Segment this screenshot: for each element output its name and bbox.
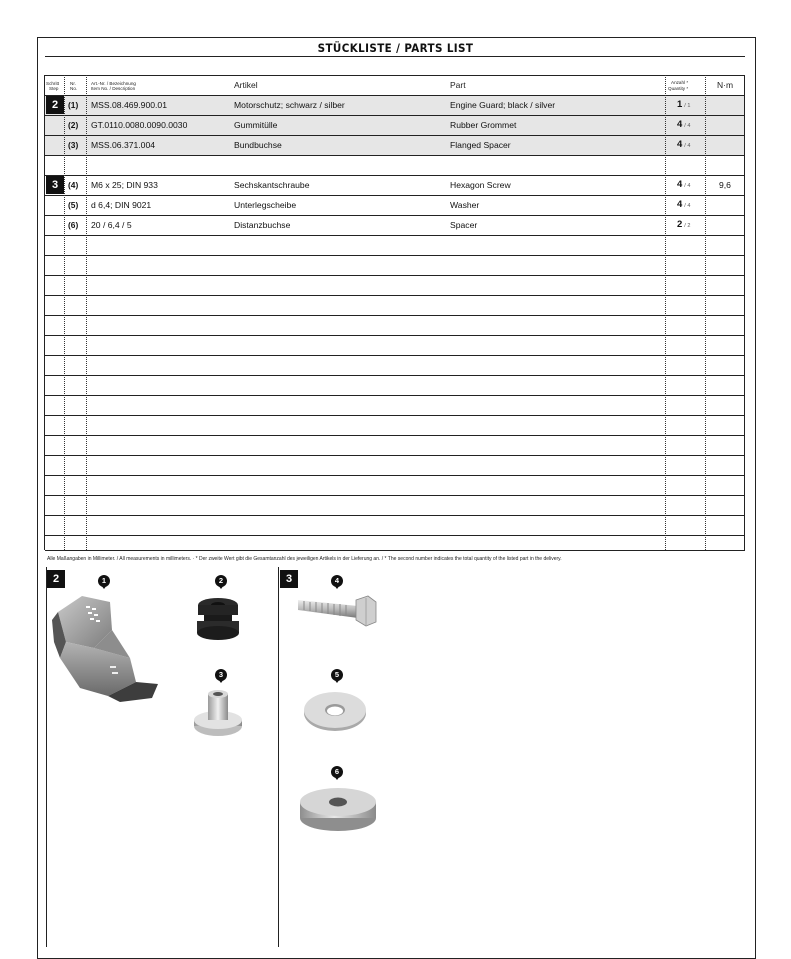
table-row-empty [45, 495, 745, 515]
table-row-empty [45, 335, 745, 355]
item-artikel: Unterlegscheibe [234, 200, 297, 210]
item-artikel: Bundbuchse [234, 140, 282, 150]
header-nr-en: No. [70, 86, 78, 91]
table-row-empty [45, 455, 745, 475]
item-quantity: 2 / 2 [677, 219, 691, 230]
column-divider [665, 75, 666, 550]
table-row-empty [45, 155, 745, 175]
table-left-border [44, 75, 45, 550]
item-quantity: 1 / 1 [677, 99, 691, 110]
table-row-empty [45, 375, 745, 395]
header-step-de: Schritt [46, 81, 60, 86]
item-description: M6 x 25; DIN 933 [91, 180, 158, 190]
column-divider [705, 75, 706, 550]
table-row-empty [45, 295, 745, 315]
hexagon-screw-image [296, 592, 378, 630]
table-row [45, 95, 745, 115]
item-description: GT.0110.0080.0090.0030 [91, 120, 188, 130]
step-badge: 3 [46, 176, 64, 194]
item-description: d 6,4; DIN 9021 [91, 200, 152, 210]
item-quantity: 4 / 4 [677, 199, 691, 210]
spacer-image [298, 784, 378, 834]
header-desc-de: Art.-Nr. / Bezeichnung [91, 81, 136, 86]
item-quantity: 4 / 4 [677, 139, 691, 150]
table-row-empty [45, 535, 745, 555]
header-qty-en: Quantity * [668, 86, 689, 91]
item-number: (6) [68, 220, 79, 230]
table-row [45, 115, 745, 135]
panel-divider [46, 567, 47, 947]
table-right-border [744, 75, 745, 550]
header-part: Part [450, 80, 466, 90]
table-bottom-border [45, 550, 745, 551]
table-row-empty [45, 395, 745, 415]
item-part: Washer [450, 200, 480, 210]
item-part: Rubber Grommet [450, 120, 517, 130]
callout-4: 4 [331, 575, 343, 589]
table-row-empty [45, 235, 745, 255]
engine-guard-image [50, 592, 160, 704]
item-artikel: Distanzbuchse [234, 220, 291, 230]
washer-image [303, 688, 367, 734]
callout-6: 6 [331, 766, 343, 780]
header-nr-de: Nr. [70, 81, 76, 86]
step-3-badge: 3 [280, 570, 298, 588]
table-row-empty [45, 315, 745, 335]
header-desc-en: Item No. / Description [91, 86, 136, 91]
item-part: Spacer [450, 220, 478, 230]
title-divider [45, 56, 745, 57]
item-number: (2) [68, 120, 79, 130]
table-row [45, 175, 745, 195]
callout-1: 1 [98, 575, 110, 589]
header-step-en: Step [49, 86, 59, 91]
item-number: (4) [68, 180, 79, 190]
item-quantity: 4 / 4 [677, 179, 691, 190]
item-quantity: 4 / 4 [677, 119, 691, 130]
item-torque: 9,6 [719, 180, 731, 190]
table-row [45, 135, 745, 155]
callout-5: 5 [331, 669, 343, 683]
item-number: (3) [68, 140, 79, 150]
item-number: (5) [68, 200, 79, 210]
header-artikel: Artikel [234, 80, 258, 90]
table-row-empty [45, 355, 745, 375]
item-part: Engine Guard; black / silver [450, 100, 556, 110]
table-row-empty [45, 255, 745, 275]
flanged-spacer-image [193, 688, 243, 740]
callout-3: 3 [215, 669, 227, 683]
panel-divider [278, 567, 279, 947]
table-row-empty [45, 515, 745, 535]
item-part: Hexagon Screw [450, 180, 511, 190]
header-qty-de: Anzahl * [671, 80, 689, 85]
item-part: Flanged Spacer [450, 140, 511, 150]
item-number: (1) [68, 100, 79, 110]
table-row-empty [45, 475, 745, 495]
page-title: STÜCKLISTE / PARTS LIST [317, 41, 474, 55]
item-description: MSS.08.469.900.01 [91, 100, 167, 110]
callout-2: 2 [215, 575, 227, 589]
column-divider [64, 75, 65, 550]
item-description: MSS.06.371.004 [91, 140, 156, 150]
table-row-empty [45, 275, 745, 295]
table-row-empty [45, 415, 745, 435]
rubber-grommet-image [193, 597, 243, 643]
table-row [45, 195, 745, 215]
footnote: Alle Maßangaben in Millimeter. / All measurements in millimeters. · * Der zweite Wert gibt die Gesamtanzahl des jeweiligen Artikels in der Lieferung an. / * The second number indicates the total quantity of the listed part in the delivery. [47, 556, 562, 562]
column-divider [86, 75, 87, 550]
item-artikel: Sechskantschraube [234, 180, 310, 190]
item-artikel: Motorschutz; schwarz / silber [234, 100, 345, 110]
step-2-badge: 2 [47, 570, 65, 588]
item-description: 20 / 6,4 / 5 [91, 220, 132, 230]
table-header [45, 75, 745, 96]
table-row-empty [45, 435, 745, 455]
header-nm: N·m [717, 80, 734, 90]
table-row [45, 215, 745, 235]
item-artikel: Gummitülle [234, 120, 278, 130]
step-badge: 2 [46, 96, 64, 114]
